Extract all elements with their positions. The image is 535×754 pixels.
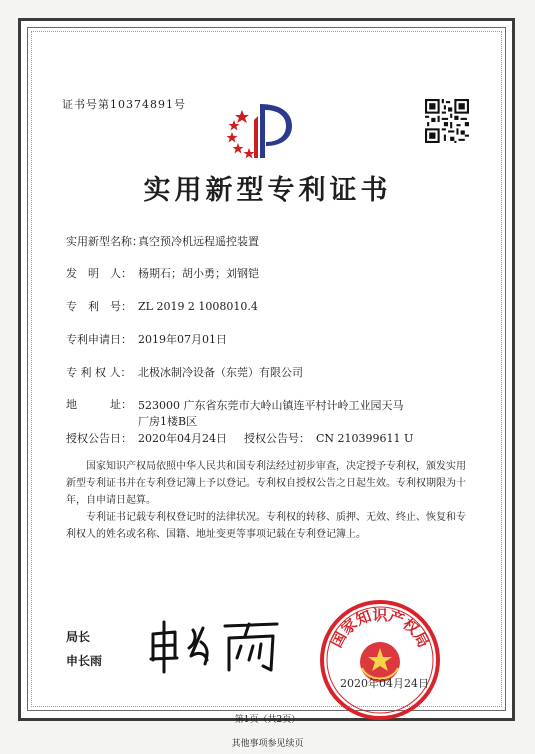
field-value: 真空预冷机远程遥控装置 [138, 235, 259, 248]
cnipa-logo-icon [220, 96, 300, 166]
field-label: 地 址： [66, 398, 132, 411]
field-value: 2020年04月24日 [138, 432, 227, 445]
field-value: 北极冰制冷设备（东莞）有限公司 [138, 366, 303, 379]
page-number: 第1页（共2页） [234, 715, 301, 725]
field-patentee [66, 366, 303, 380]
certificate-title: 实用新型专利证书 [143, 175, 392, 206]
field-label: 实用新型名称： [66, 235, 143, 248]
grant-number-label: 授权公告号： [244, 432, 310, 445]
field-value: ZL 2019 2 1008010.4 [138, 300, 258, 313]
director-title: 局长 [66, 630, 91, 644]
qr-code-icon [425, 99, 469, 143]
paragraph-legal-status: 专利证书记载专利权登记时的法律状况。专利权的转移、质押、无效、终止、恢复和专利权人的姓名或名称、国籍、地址变更等事项记载在专利登记簿上。 [66, 512, 466, 540]
field-value: 杨期石；胡小勇；刘钢铠 [138, 267, 259, 280]
director-name: 申长雨 [66, 654, 103, 668]
field-grant-date [66, 432, 476, 446]
field-label: 专利申请日： [66, 333, 132, 346]
handwritten-signature [145, 612, 285, 678]
field-utility-model-name [66, 235, 259, 249]
field-patent-number [66, 300, 258, 314]
field-label: 发 明 人： [66, 267, 132, 280]
paragraph-grant-decision: 国家知识产权局依照中华人民共和国专利法经过初步审查，决定授予专利权，颁发实用新型专利证书并在专利登记簿上予以登记。专利权自授权公告之日起生效。专利权期限为十年，自申请日起算。 [66, 461, 466, 506]
svg-text:国家知识产权局: 国家知识产权局 [327, 606, 433, 651]
field-label: 专 利 号： [66, 300, 132, 313]
field-value: 2019年07月01日 [138, 333, 227, 346]
field-address [66, 398, 404, 430]
footer-note: 其他事项参见续页 [231, 739, 304, 749]
official-seal-icon [318, 598, 442, 722]
field-inventor [66, 267, 259, 281]
field-application-date [66, 333, 227, 347]
certificate-number: 证书号第10374891号 [62, 98, 186, 111]
field-label: 授权公告日： [66, 432, 132, 445]
seal-date: 2020年04月24日 [340, 677, 429, 690]
grant-number-value: CN 210399611 U [316, 432, 414, 445]
field-label: 专 利 权 人： [66, 366, 132, 379]
field-value: 523000 广东省东莞市大岭山镇连平村计岭工业园天马厂房1楼B区 [138, 399, 404, 428]
